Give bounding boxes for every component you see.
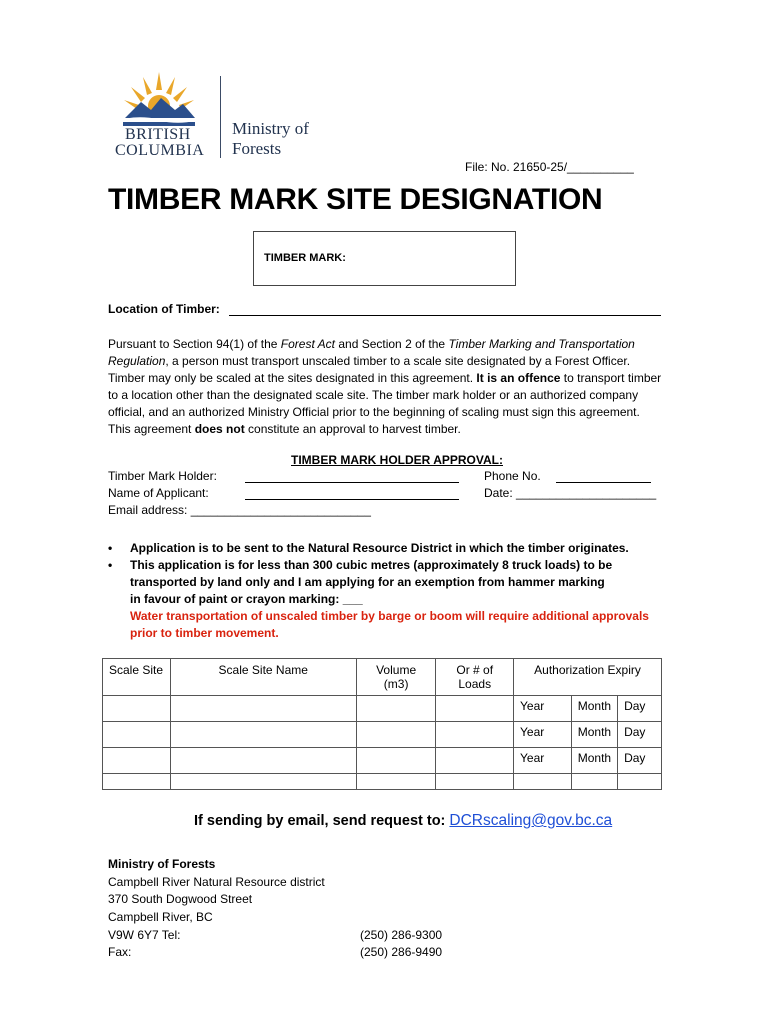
header-loads: Or # of Loads bbox=[436, 659, 514, 696]
timber-mark-label: TIMBER MARK: bbox=[264, 252, 346, 264]
month-cell[interactable]: Month bbox=[571, 696, 617, 722]
sun-mountain-icon bbox=[119, 68, 199, 126]
year-cell[interactable]: Year bbox=[514, 748, 572, 774]
header-scale-site: Scale Site bbox=[103, 659, 171, 696]
hammer-exemption-field[interactable]: in favour of paint or crayon marking: ___ bbox=[130, 592, 363, 606]
cell-input[interactable] bbox=[170, 774, 356, 790]
month-cell[interactable]: Month bbox=[571, 722, 617, 748]
email-link[interactable]: DCRscaling@gov.bc.ca bbox=[449, 812, 613, 829]
warning-text-2: prior to timber movement. bbox=[130, 626, 279, 640]
cell-input[interactable] bbox=[103, 722, 171, 748]
cell-input[interactable] bbox=[170, 748, 356, 774]
contact-district: Campbell River Natural Resource district bbox=[108, 875, 325, 889]
logo-divider bbox=[220, 76, 221, 158]
logo-ministry: Ministry of bbox=[232, 119, 309, 138]
cell-input[interactable] bbox=[170, 696, 356, 722]
email-field[interactable]: Email address: ___________________________ bbox=[108, 503, 371, 517]
day-cell[interactable]: Day bbox=[618, 696, 662, 722]
file-number: File: No. 21650-25/__________ bbox=[465, 160, 634, 174]
cell-input[interactable] bbox=[356, 748, 436, 774]
bullet-list bbox=[108, 540, 678, 642]
email-instruction: If sending by email, send request to: DCRscaling@gov.bc.ca bbox=[194, 812, 613, 829]
logo-columbia: COLUMBIA bbox=[115, 142, 205, 159]
applicant-label: Name of Applicant: bbox=[108, 486, 209, 500]
timber-mark-box[interactable] bbox=[253, 231, 516, 286]
contact-fax: (250) 286-9490 bbox=[360, 945, 443, 959]
bc-logo bbox=[115, 68, 330, 163]
day-cell[interactable]: Day bbox=[618, 748, 662, 774]
cell-input[interactable] bbox=[103, 748, 171, 774]
cell-input[interactable] bbox=[436, 748, 514, 774]
logo-forests: Forests bbox=[232, 139, 282, 158]
cell-input[interactable] bbox=[618, 774, 662, 790]
header-authorization-expiry: Authorization Expiry bbox=[514, 659, 662, 696]
contact-tel: (250) 286-9300 bbox=[360, 928, 443, 942]
applicant-field[interactable] bbox=[245, 499, 459, 500]
cell-input[interactable] bbox=[356, 696, 436, 722]
day-cell[interactable]: Day bbox=[618, 722, 662, 748]
phone-field[interactable] bbox=[556, 482, 651, 483]
header-scale-site-name: Scale Site Name bbox=[170, 659, 356, 696]
cell-input[interactable] bbox=[571, 774, 617, 790]
cell-input[interactable] bbox=[356, 722, 436, 748]
location-label: Location of Timber: bbox=[108, 302, 220, 316]
info-paragraph: Pursuant to Section 94(1) of the Forest Act and Section 2 of the Timber Marking and Transportation Regulation, a person must transport unscaled timber to a scale site designated by a Forest Officer. Timber may only be scaled at the sites designated in this agreement. It is an offence to transport timber to a location other than the designated scale site. The timber mark holder or an authorized company official, and an authorized Ministry Official prior to the beginning of scaling must sign this agreement. This agreement does not constitute an approval to harvest timber. bbox=[108, 337, 662, 436]
location-field[interactable] bbox=[229, 315, 661, 316]
contact-street: 370 South Dogwood Street bbox=[108, 892, 253, 906]
contact-org: Ministry of Forests bbox=[108, 857, 216, 871]
year-cell[interactable]: Year bbox=[514, 722, 572, 748]
header-volume: Volume (m3) bbox=[356, 659, 436, 696]
phone-label: Phone No. bbox=[484, 469, 541, 483]
cell-input[interactable] bbox=[514, 774, 572, 790]
month-cell[interactable]: Month bbox=[571, 748, 617, 774]
approval-heading: TIMBER MARK HOLDER APPROVAL: bbox=[291, 453, 503, 467]
warning-text: Water transportation of unscaled timber by barge or boom will require additional approvals bbox=[130, 609, 649, 623]
year-cell[interactable]: Year bbox=[514, 696, 572, 722]
bullet-item: • This application is for less than 300 cubic metres (approximately 8 truck loads) to be transported by land only and I am applying for an exemption from hammer marking in favour of paint or crayon marking: ___ Water transportation of unscaled timber by barge or boom will require additional approvals prior to timber movement. bbox=[108, 557, 678, 642]
cell-input[interactable] bbox=[170, 722, 356, 748]
contact-fax-label: Fax: bbox=[108, 945, 132, 959]
cell-input[interactable] bbox=[103, 774, 171, 790]
cell-input[interactable] bbox=[436, 696, 514, 722]
contact-postal-tel: V9W 6Y7 Tel: bbox=[108, 928, 181, 942]
page-title: TIMBER MARK SITE DESIGNATION bbox=[108, 183, 603, 216]
contact-city: Campbell River, BC bbox=[108, 910, 213, 924]
cell-input[interactable] bbox=[436, 722, 514, 748]
cell-input[interactable] bbox=[103, 696, 171, 722]
logo-british: BRITISH bbox=[125, 126, 191, 143]
bullet-item: • Application is to be sent to the Natural Resource District in which the timber originates. bbox=[108, 541, 629, 555]
scale-site-table bbox=[102, 658, 662, 790]
holder-label: Timber Mark Holder: bbox=[108, 469, 217, 483]
cell-input[interactable] bbox=[356, 774, 436, 790]
holder-field[interactable] bbox=[245, 482, 459, 483]
date-field[interactable]: Date: _____________________ bbox=[484, 486, 657, 500]
cell-input[interactable] bbox=[436, 774, 514, 790]
